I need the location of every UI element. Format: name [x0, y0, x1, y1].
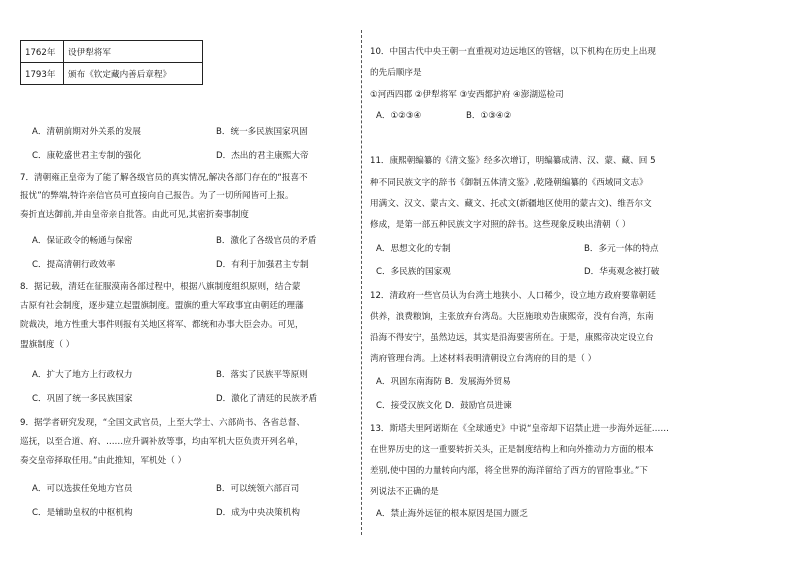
- q12-stem-line-1: 12．清政府一些官员认为台湾土地狭小、人口稀少，设立地方政府要靠朝廷: [370, 291, 656, 301]
- q9-stem-line-1: 9．据学者研究发现，“全国文武官员，上至大学士、六部尚书、各省总督、: [20, 418, 305, 428]
- q13-option-a: A．禁止海外远征的根本原因是国力匮乏: [376, 509, 528, 519]
- q11-option-a: A．思想文化的专制: [376, 244, 451, 254]
- q7-stem-line-2: 报忧”的弊端,特许亲信官员可直接向自己报告。为了一切所闻皆可上报。: [20, 191, 294, 201]
- q11-option-c: C．多民族的国家观: [376, 267, 451, 277]
- q9-option-a: A．可以选拔任免地方官员: [32, 484, 133, 494]
- q11-stem-line-4: 修成，是第一部五种民族文字对照的辞书。这些现象反映出清朝（ ）: [370, 220, 631, 230]
- q9-option-b: B．可以统领六部百司: [216, 484, 300, 494]
- q8-option-b: B．落实了民族平等原则: [216, 370, 308, 380]
- q9-stem-line-2: 巡抚，以至合道、府、……应升调补放等事，均由军机大臣负责开列名单，: [20, 437, 304, 447]
- q7-option-c: C．提高清朝行政效率: [32, 260, 116, 270]
- q8-option-c: C．巩固了统一多民族国家: [32, 394, 133, 404]
- q8-option-a: A．扩大了地方上行政权力: [32, 370, 133, 380]
- table-cell-event: 设伊犁将军: [64, 41, 203, 63]
- q11-stem-line-2: 种不同民族文字的辞书《御制五体清文鉴》,乾隆朝编纂的《西域同文志》: [370, 178, 648, 188]
- q7-option-a: A．保证政令的畅通与保密: [32, 236, 133, 246]
- q12-stem-line-3: 沿海不得安宁，虽然边远，其实是沿海要害所在。于是，康熙帝决定设立台: [370, 333, 654, 343]
- q11-option-d: D．华夷观念被打破: [584, 267, 660, 277]
- column-divider: [361, 30, 362, 535]
- q9-stem-line-3: 奏交皇帝择取任用。”由此推知，军机处（ ）: [20, 456, 187, 466]
- q7-stem-line-3: 奏折直达御前,并由皇帝亲自批答。由此可见,其密折奏事制度: [20, 210, 249, 220]
- q10-option-b: B．①③④②: [466, 111, 512, 121]
- q6-option-a: A．清朝前期对外关系的发展: [32, 127, 142, 137]
- q10-stem-line-2: 的先后顺序是: [370, 68, 422, 78]
- q11-stem-line-1: 11．康熙朝编纂的《清文鉴》经多次增订，明编纂成清、汉、蒙、藏、回 5: [370, 156, 656, 166]
- q10-option-a: A．①②③④: [376, 111, 422, 121]
- table-cell-year: 1762年: [21, 41, 64, 63]
- q8-stem-line-2: 古原有社会制度，逐步建立起盟旗制度。盟旗的重大军政事宜由朝廷的理藩: [20, 301, 304, 311]
- q6-option-c: C．康乾盛世君主专制的强化: [32, 151, 142, 161]
- event-table: [20, 40, 203, 85]
- q13-stem-line-3: 差别,使中国的力量转向内部，将全世界的海洋留给了西方的冒险事业。”下: [370, 466, 648, 476]
- q10-stem-line-1: 10．中国古代中央王朝一直重视对边远地区的管辖，以下机构在历史上出现: [370, 47, 656, 57]
- table-row: [21, 41, 203, 63]
- q8-stem-line-4: 盟旗制度（ ）: [20, 340, 75, 350]
- q9-option-d: D．成为中央决策机构: [216, 508, 300, 518]
- table-row: [21, 63, 203, 85]
- q11-option-b: B．多元一体的特点: [584, 244, 659, 254]
- q6-option-b: B．统一多民族国家巩固: [216, 127, 308, 137]
- q12-options-ab: A．巩固东南海防 B．发展海外贸易: [376, 377, 511, 387]
- q12-stem-line-2: 供养，浪费粮饷，主张放弃台湾岛。大臣施琅劝告康熙帝，没有台湾，东南: [370, 312, 654, 322]
- q8-stem-line-3: 院裁决，地方性重大事件则报有关地区将军、都统和办事大臣会办。可见，: [20, 320, 304, 330]
- q7-option-b: B．激化了各级官员的矛盾: [216, 236, 317, 246]
- q6-option-d: D．杰出的君主康熙大帝: [216, 151, 309, 161]
- q13-stem-line-2: 在世界历史的这一重要转折关头，正是制度结构上和向外推动力方面的根本: [370, 445, 654, 455]
- q9-option-c: C．是辅助皇权的中枢机构: [32, 508, 133, 518]
- q12-stem-line-4: 湾府管理台湾。上述材料表明清朝设立台湾府的目的是（ ）: [370, 354, 597, 364]
- q10-stem-line-3: ①河西四郡 ②伊犁将军 ③安西都护府 ④澎湖巡检司: [370, 90, 564, 100]
- q11-stem-line-3: 用满文、汉文、蒙古文、藏文、托忒文(新疆地区使用的蒙古文)、维吾尔文: [370, 199, 652, 209]
- q7-stem-line-1: 7．清朝雍正皇帝为了能了解各级官员的真实情况,解决各部门存在的“报喜不: [20, 173, 308, 183]
- q8-option-d: D．激化了清廷的民族矛盾: [216, 394, 318, 404]
- table-cell-year: 1793年: [21, 63, 64, 85]
- q8-stem-line-1: 8．据记载，清廷在征服漠南各部过程中，根据八旗制度组织原则，结合蒙: [20, 282, 301, 292]
- q7-option-d: D．有利于加强君主专制: [216, 260, 309, 270]
- table-cell-event: 颁布《钦定藏内善后章程》: [64, 63, 203, 85]
- q12-options-cd: C．接受汉族文化 D．鼓励官员进谏: [376, 401, 512, 411]
- q13-stem-line-1: 13．斯塔夫里阿诺斯在《全球通史》中说“皇帝却下诏禁止进一步海外远征……: [370, 424, 669, 434]
- q13-stem-line-4: 列说法不正确的是: [370, 487, 439, 497]
